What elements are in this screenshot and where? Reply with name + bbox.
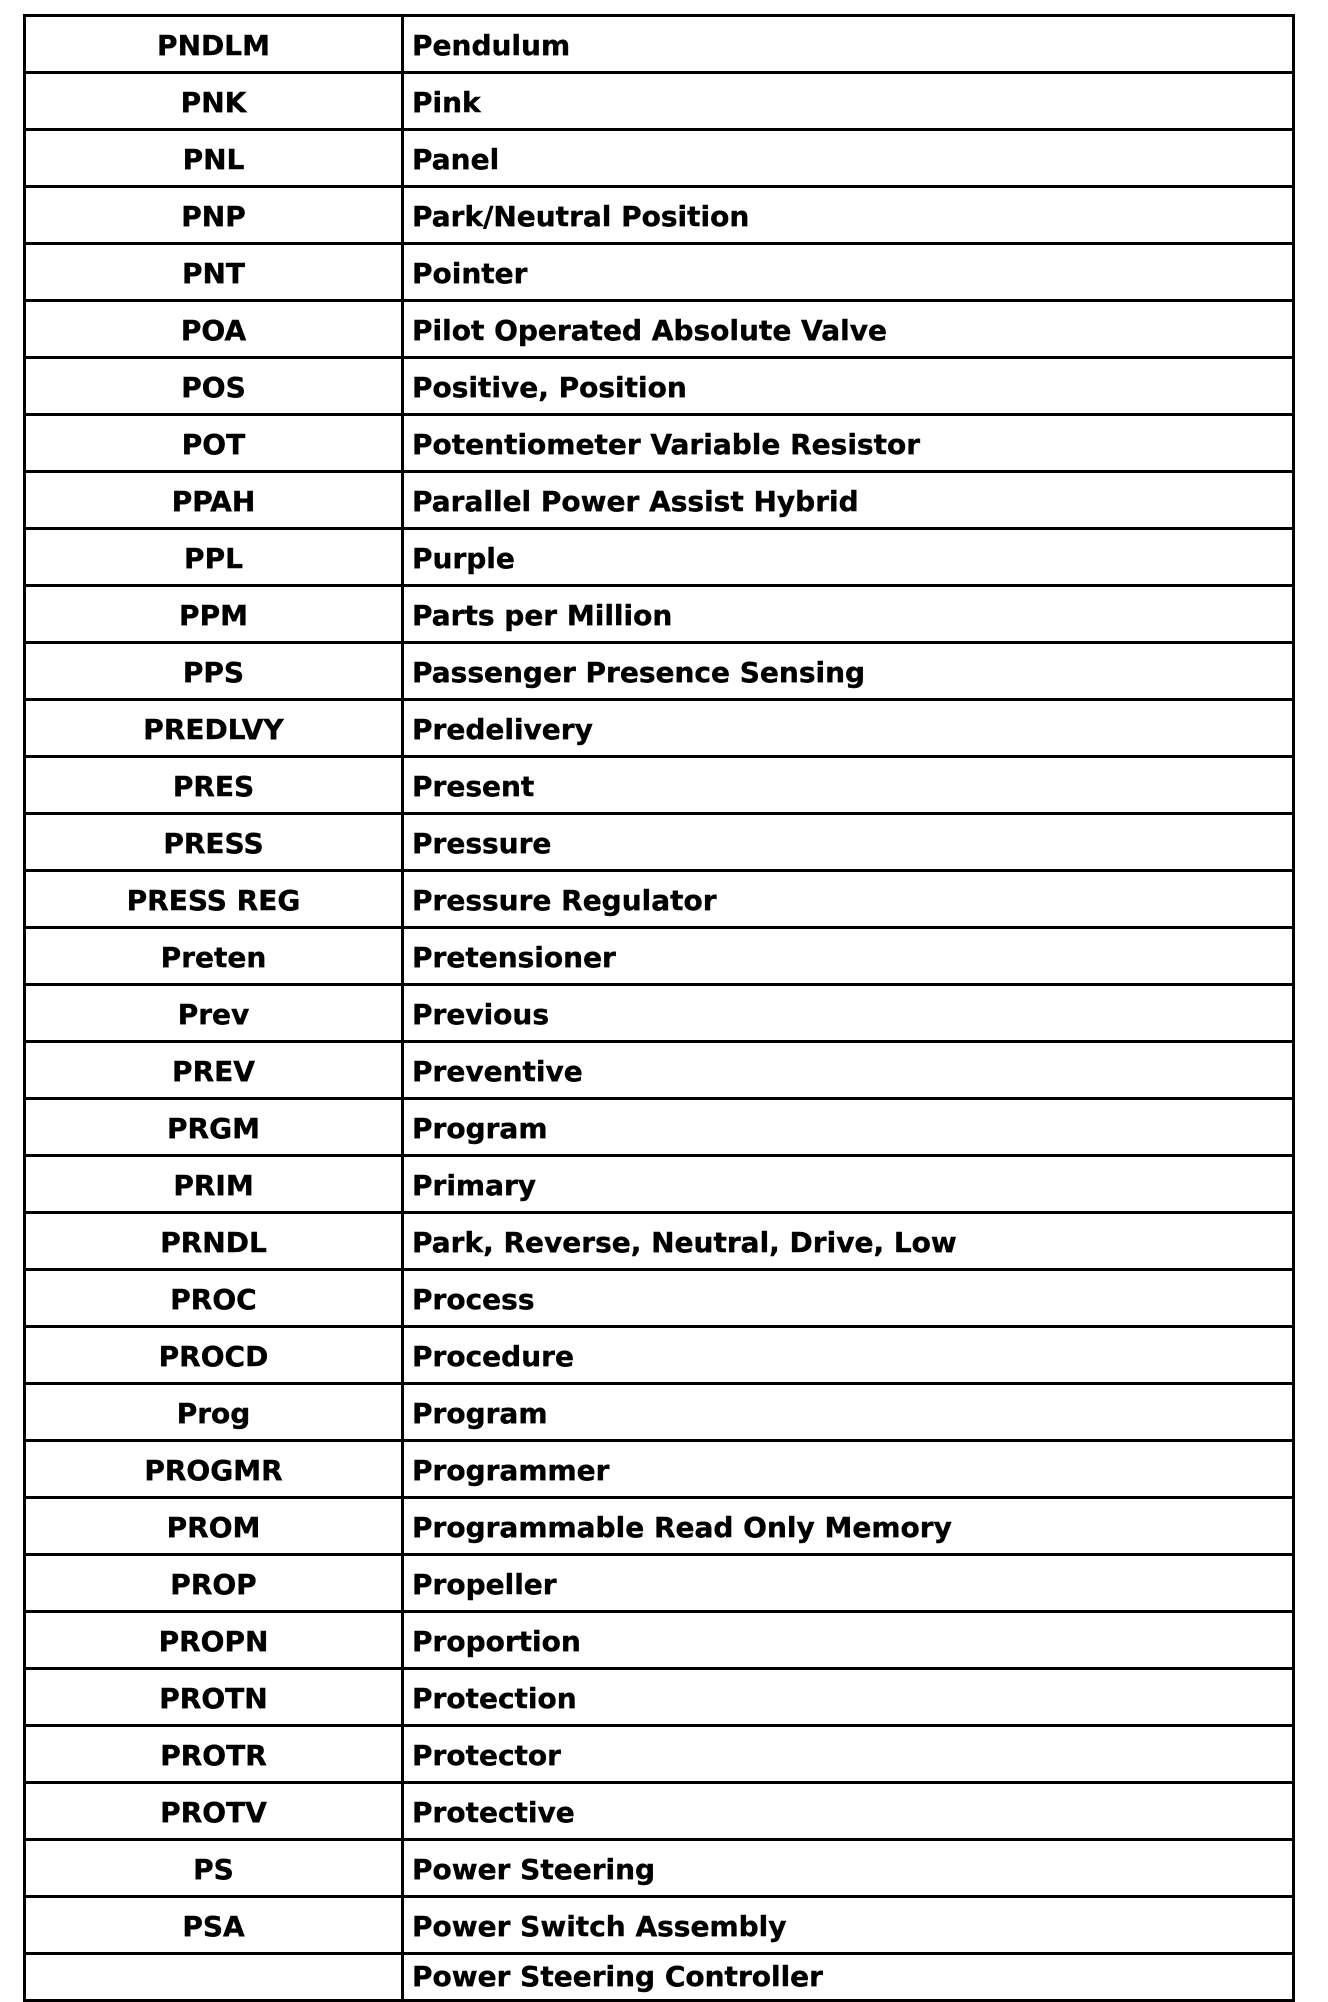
meaning-cell: Passenger Presence Sensing: [403, 643, 1294, 700]
meaning-cell: Protection: [403, 1669, 1294, 1726]
abbreviation-cell: PROP: [25, 1555, 403, 1612]
table-row: [25, 301, 1294, 358]
meaning-cell: Present: [403, 757, 1294, 814]
abbreviation-cell: PRESS REG: [25, 871, 403, 928]
meaning-cell: Pretensioner: [403, 928, 1294, 985]
table-row: [25, 1384, 1294, 1441]
table-row: [25, 928, 1294, 985]
meaning-cell: Programmable Read Only Memory: [403, 1498, 1294, 1555]
meaning-cell: Procedure: [403, 1327, 1294, 1384]
abbreviation-cell: PNL: [25, 130, 403, 187]
table-row: [25, 472, 1294, 529]
meaning-cell: Power Steering Controller: [403, 1954, 1294, 2001]
abbreviation-cell: PPS: [25, 643, 403, 700]
abbreviation-cell: PROM: [25, 1498, 403, 1555]
abbreviation-cell: PNDLM: [25, 16, 403, 73]
table-row: [25, 16, 1294, 73]
table-row: [25, 700, 1294, 757]
table-row: [25, 1954, 1294, 2001]
meaning-cell: Proportion: [403, 1612, 1294, 1669]
table-row: [25, 1612, 1294, 1669]
abbreviation-cell: PPM: [25, 586, 403, 643]
table-row: [25, 586, 1294, 643]
abbreviation-cell: Preten: [25, 928, 403, 985]
meaning-cell: Pressure: [403, 814, 1294, 871]
meaning-cell: Primary: [403, 1156, 1294, 1213]
meaning-cell: Pointer: [403, 244, 1294, 301]
meaning-cell: Park/Neutral Position: [403, 187, 1294, 244]
abbreviation-cell: PNT: [25, 244, 403, 301]
table-row: [25, 1669, 1294, 1726]
abbreviation-cell: POS: [25, 358, 403, 415]
abbreviation-cell: PROGMR: [25, 1441, 403, 1498]
table-row: [25, 130, 1294, 187]
abbreviation-cell: PROCD: [25, 1327, 403, 1384]
table-row: [25, 415, 1294, 472]
abbreviation-cell: PRESS: [25, 814, 403, 871]
table-row: [25, 814, 1294, 871]
abbreviation-cell: POA: [25, 301, 403, 358]
meaning-cell: Process: [403, 1270, 1294, 1327]
table-row: [25, 244, 1294, 301]
table-row: [25, 1270, 1294, 1327]
table-row: [25, 1555, 1294, 1612]
meaning-cell: Park, Reverse, Neutral, Drive, Low: [403, 1213, 1294, 1270]
meaning-cell: Power Switch Assembly: [403, 1897, 1294, 1954]
table-row: [25, 1783, 1294, 1840]
table-row: [25, 358, 1294, 415]
table-row: [25, 1156, 1294, 1213]
abbreviation-table: [23, 14, 1295, 2002]
table-row: [25, 1441, 1294, 1498]
table-row: [25, 985, 1294, 1042]
meaning-cell: Program: [403, 1099, 1294, 1156]
abbreviation-cell: PROPN: [25, 1612, 403, 1669]
meaning-cell: Power Steering: [403, 1840, 1294, 1897]
abbreviation-cell: PROTV: [25, 1783, 403, 1840]
meaning-cell: Pilot Operated Absolute Valve: [403, 301, 1294, 358]
meaning-cell: Preventive: [403, 1042, 1294, 1099]
table-row: [25, 643, 1294, 700]
meaning-cell: Pendulum: [403, 16, 1294, 73]
meaning-cell: Purple: [403, 529, 1294, 586]
table-row: [25, 1840, 1294, 1897]
abbreviation-cell: PSA: [25, 1897, 403, 1954]
meaning-cell: Parallel Power Assist Hybrid: [403, 472, 1294, 529]
table-row: [25, 1726, 1294, 1783]
abbreviation-cell: PROTN: [25, 1669, 403, 1726]
meaning-cell: Positive, Position: [403, 358, 1294, 415]
table-row: [25, 73, 1294, 130]
meaning-cell: Program: [403, 1384, 1294, 1441]
table-row: [25, 1498, 1294, 1555]
abbreviation-cell: Prog: [25, 1384, 403, 1441]
abbreviation-cell: PRGM: [25, 1099, 403, 1156]
abbreviation-cell: PNK: [25, 73, 403, 130]
table-row: [25, 1042, 1294, 1099]
meaning-cell: Propeller: [403, 1555, 1294, 1612]
meaning-cell: Panel: [403, 130, 1294, 187]
abbreviation-cell: POT: [25, 415, 403, 472]
meaning-cell: Protective: [403, 1783, 1294, 1840]
abbreviation-cell: PRNDL: [25, 1213, 403, 1270]
abbreviation-cell: PREDLVY: [25, 700, 403, 757]
table-row: [25, 1213, 1294, 1270]
table-row: [25, 871, 1294, 928]
abbreviation-cell: PREV: [25, 1042, 403, 1099]
abbreviation-cell: PPAH: [25, 472, 403, 529]
table-row: [25, 757, 1294, 814]
meaning-cell: Protector: [403, 1726, 1294, 1783]
table-row: [25, 1897, 1294, 1954]
meaning-cell: Potentiometer Variable Resistor: [403, 415, 1294, 472]
table-row: [25, 1327, 1294, 1384]
table-row: [25, 1099, 1294, 1156]
meaning-cell: Programmer: [403, 1441, 1294, 1498]
meaning-cell: Pressure Regulator: [403, 871, 1294, 928]
table-row: [25, 529, 1294, 586]
meaning-cell: Previous: [403, 985, 1294, 1042]
abbreviation-cell: PRIM: [25, 1156, 403, 1213]
abbreviation-cell: [25, 1954, 403, 2001]
abbreviation-cell: PROC: [25, 1270, 403, 1327]
abbreviation-cell: PS: [25, 1840, 403, 1897]
meaning-cell: Parts per Million: [403, 586, 1294, 643]
abbreviation-cell: Prev: [25, 985, 403, 1042]
meaning-cell: Pink: [403, 73, 1294, 130]
meaning-cell: Predelivery: [403, 700, 1294, 757]
abbreviation-cell: PRES: [25, 757, 403, 814]
abbreviation-cell: PROTR: [25, 1726, 403, 1783]
table-row: [25, 187, 1294, 244]
abbreviation-cell: PPL: [25, 529, 403, 586]
abbreviation-cell: PNP: [25, 187, 403, 244]
